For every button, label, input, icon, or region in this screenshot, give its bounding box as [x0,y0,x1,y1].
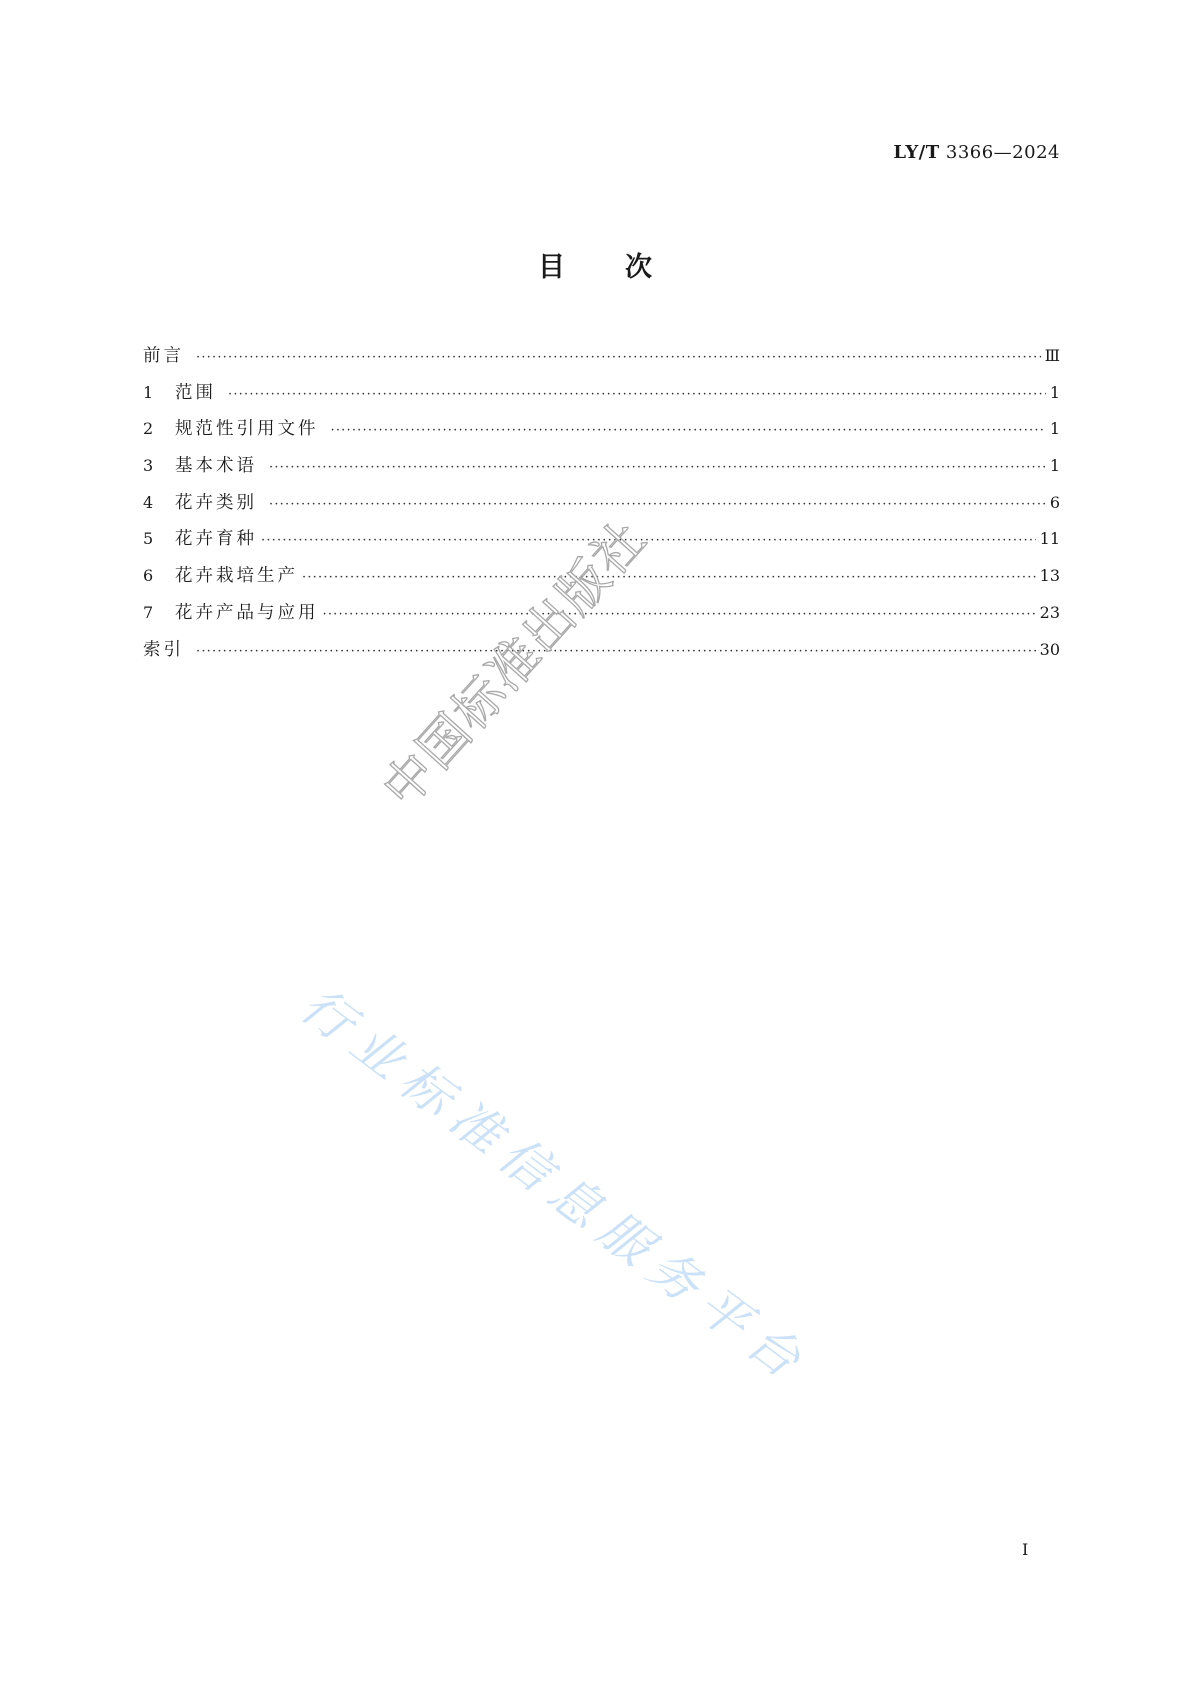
toc-entry-page: 1 [1049,382,1060,402]
toc-leader-dots [323,607,1036,622]
toc-entry-flower-categories[interactable] [143,489,1060,526]
toc-leader-dots [269,460,1046,475]
toc-entry-number: 7 [143,602,154,622]
toc-entry-flower-breeding[interactable] [143,525,1060,562]
toc-entry-preface[interactable] [143,342,1060,379]
toc-entry-page: 11 [1039,529,1060,549]
standard-code [893,142,1060,163]
toc-entry-number: 2 [143,419,154,439]
toc-entry-page: 1 [1049,419,1060,439]
toc-entry-cultivation-production[interactable] [143,562,1060,599]
toc-title: 目次 [538,252,712,283]
toc-entry-page: 6 [1049,492,1060,512]
toc-entry-index[interactable] [143,636,1060,673]
toc-entry-page: 30 [1039,639,1060,659]
toc-entry-page: 1 [1049,456,1060,476]
toc-entry-page: 13 [1039,566,1060,586]
toc-leader-dots [196,350,1041,365]
toc-entry-label: 索引 [143,639,184,660]
toc-entry-number: 6 [143,566,154,586]
toc-leader-dots [302,570,1036,585]
standard-prefix: LY/T [893,142,940,163]
toc-leader-dots [228,387,1046,402]
toc-entry-label: 范围 [175,382,216,403]
toc-entry-scope[interactable] [143,379,1060,416]
toc-entry-number: 4 [143,492,154,512]
toc-entry-label: 花卉育种 [175,529,257,550]
publisher-watermark: 中国标准出版社 [371,508,659,819]
toc-leader-dots [331,423,1046,438]
toc-entry-label: 花卉栽培生产 [175,566,298,587]
page-number: Ⅰ [1022,1540,1029,1559]
platform-watermark: 行业标准信息服务平台 [290,976,821,1396]
toc-entry-number: 3 [143,456,154,476]
toc-entry-page: Ⅲ [1044,346,1060,365]
toc-entry-products-applications[interactable] [143,599,1060,636]
toc-entry-number: 5 [143,529,154,549]
toc-leader-dots [269,497,1046,512]
toc-entry-page: 23 [1039,602,1060,622]
toc-entry-normative-references[interactable] [143,415,1060,452]
toc-entry-label: 规范性引用文件 [175,419,319,440]
table-of-contents [143,342,1060,672]
toc-entry-label: 前言 [143,346,184,366]
toc-leader-dots [261,533,1036,548]
toc-leader-dots [196,644,1036,659]
toc-entry-label: 花卉产品与应用 [175,602,319,623]
toc-entry-number: 1 [143,382,154,402]
toc-entry-label: 花卉类别 [175,492,257,513]
toc-entry-label: 基本术语 [175,456,257,477]
toc-entry-basic-terms[interactable] [143,452,1060,489]
standard-number: 3366—2024 [945,142,1060,163]
